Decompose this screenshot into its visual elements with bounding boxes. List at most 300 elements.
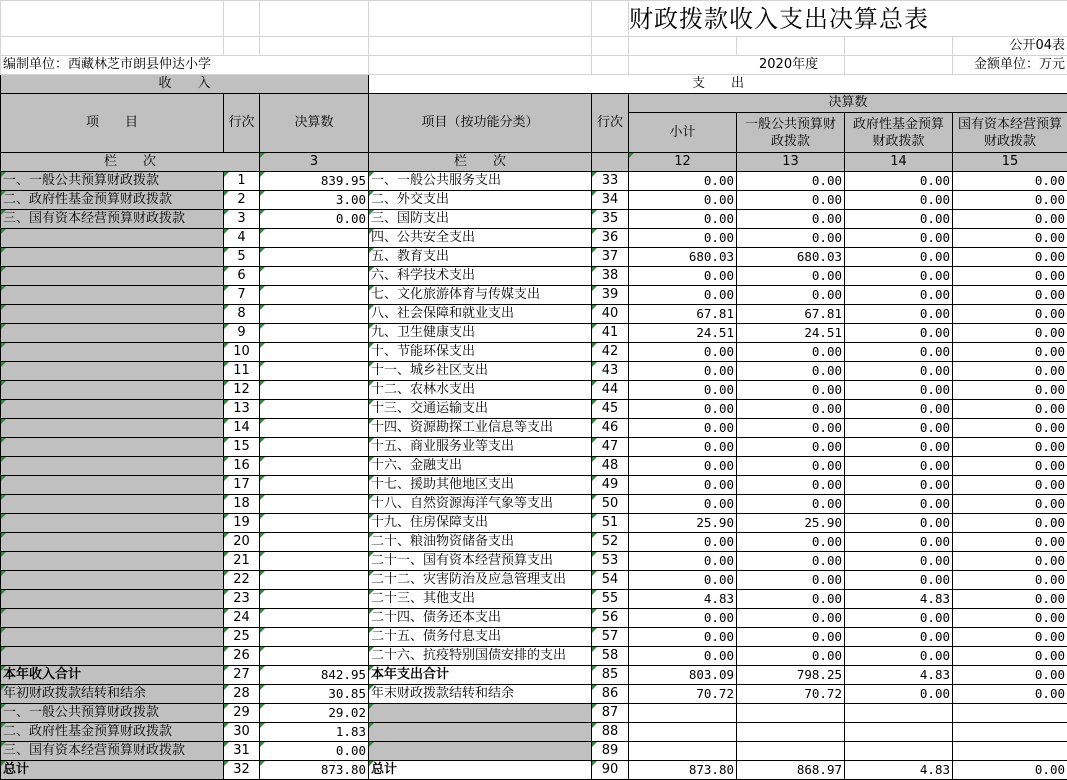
income-amount (260, 647, 369, 666)
income-item (1, 267, 224, 286)
col-15: 15 (953, 153, 1067, 172)
amount-c15: 0.00 (953, 476, 1067, 495)
amount-c13: 0.00 (737, 229, 845, 248)
expense-row-no: 87 (592, 704, 629, 723)
income-row-no: 28 (224, 685, 260, 704)
income-item (1, 381, 224, 400)
amount-c14: 0.00 (845, 552, 953, 571)
amount-c14: 0.00 (845, 476, 953, 495)
income-amount (260, 476, 369, 495)
amount-c15 (953, 723, 1067, 742)
amount-c14 (845, 723, 953, 742)
amount-c15: 0.00 (953, 191, 1067, 210)
expense-item: 年末财政拨款结转和结余 (369, 685, 592, 704)
income-amount: 1.83 (260, 723, 369, 742)
table-row (1, 533, 1067, 552)
expense-row-no: 89 (592, 742, 629, 761)
amount-c14: 0.00 (845, 571, 953, 590)
amount-c14: 0.00 (845, 685, 953, 704)
amount-c14: 0.00 (845, 381, 953, 400)
expense-item: 十一、城乡社区支出 (369, 362, 592, 381)
income-row-no: 13 (224, 400, 260, 419)
carry-detail-row (1, 742, 1067, 761)
amount-c15: 0.00 (953, 400, 1067, 419)
expense-item: 八、社会保障和就业支出 (369, 305, 592, 324)
income-amount (260, 248, 369, 267)
income-item (1, 305, 224, 324)
amount-c14: 0.00 (845, 305, 953, 324)
compiling-unit: 编制单位：西藏林芝市朗县仲达小学 (1, 56, 369, 75)
expense-item: 十五、商业服务业等支出 (369, 438, 592, 457)
income-header: 收 入 (1, 75, 369, 94)
amount-c13: 70.72 (737, 685, 845, 704)
expense-item: 二十一、国有资本经营预算支出 (369, 552, 592, 571)
expense-item: 二十五、债务付息支出 (369, 628, 592, 647)
income-amount: 0.00 (260, 210, 369, 229)
table-row (1, 248, 1067, 267)
table-row (1, 305, 1067, 324)
income-item (1, 419, 224, 438)
money-unit: 金额单位：万元 (953, 56, 1067, 75)
amount-c13 (737, 723, 845, 742)
income-amount (260, 628, 369, 647)
expense-row-no: 88 (592, 723, 629, 742)
expense-item: 六、科学技术支出 (369, 267, 592, 286)
expense-row-no: 56 (592, 609, 629, 628)
expense-item: 九、卫生健康支出 (369, 324, 592, 343)
expense-row-no: 35 (592, 210, 629, 229)
expense-item: 十二、农林水支出 (369, 381, 592, 400)
amount-c15: 0.00 (953, 286, 1067, 305)
expense-row-no: 52 (592, 533, 629, 552)
expense-item: 三、国防支出 (369, 210, 592, 229)
amount-c13: 0.00 (737, 191, 845, 210)
amount-c13: 0.00 (737, 457, 845, 476)
income-amount (260, 343, 369, 362)
income-row-no: 18 (224, 495, 260, 514)
expense-row-no-header: 行次 (592, 94, 629, 153)
income-item: 三、国有资本经营预算财政拨款 (1, 210, 224, 229)
amount-c13: 0.00 (737, 400, 845, 419)
amount-c12: 4.83 (629, 590, 737, 609)
income-item: 二、政府性基金预算财政拨款 (1, 191, 224, 210)
income-item (1, 514, 224, 533)
expense-header: 支 出 (369, 75, 1067, 94)
amount-c14: 0.00 (845, 419, 953, 438)
income-row-no: 5 (224, 248, 260, 267)
table-row (1, 609, 1067, 628)
amount-c15: 0.00 (953, 590, 1067, 609)
amount-c14 (845, 742, 953, 761)
amount-c14: 0.00 (845, 229, 953, 248)
amount-c15: 0.00 (953, 248, 1067, 267)
table-row (1, 172, 1067, 191)
amount-c12: 0.00 (629, 476, 737, 495)
expense-item (369, 704, 592, 723)
expense-row-no: 37 (592, 248, 629, 267)
income-item (1, 400, 224, 419)
income-amount (260, 286, 369, 305)
income-item (1, 324, 224, 343)
amount-c13: 25.90 (737, 514, 845, 533)
income-row-no-header: 行次 (224, 94, 260, 153)
amount-c13: 0.00 (737, 571, 845, 590)
income-row-no: 11 (224, 362, 260, 381)
gov-fund-header: 政府性基金预算财政拨款 (845, 113, 953, 153)
table-row (1, 362, 1067, 381)
expense-row-no: 36 (592, 229, 629, 248)
amount-c14: 4.83 (845, 666, 953, 685)
amount-c15: 0.00 (953, 647, 1067, 666)
expense-item: 总计 (369, 761, 592, 780)
expense-item: 十六、金融支出 (369, 457, 592, 476)
expense-item: 二十六、抗疫特别国债安排的支出 (369, 647, 592, 666)
amount-c13: 0.00 (737, 533, 845, 552)
income-row-no: 8 (224, 305, 260, 324)
expense-item: 二十、粮油物资储备支出 (369, 533, 592, 552)
amount-c14: 4.83 (845, 590, 953, 609)
amount-c15: 0.00 (953, 305, 1067, 324)
expense-item: 十八、自然资源海洋气象等支出 (369, 495, 592, 514)
income-row-no: 16 (224, 457, 260, 476)
income-row-no: 26 (224, 647, 260, 666)
table-row (1, 381, 1067, 400)
expense-item: 十九、住房保障支出 (369, 514, 592, 533)
income-row-no: 27 (224, 666, 260, 685)
amount-c14: 0.00 (845, 628, 953, 647)
amount-c15: 0.00 (953, 552, 1067, 571)
general-budget-header: 一般公共预算财政拨款 (737, 113, 845, 153)
amount-c12: 0.00 (629, 362, 737, 381)
table-row (1, 476, 1067, 495)
amount-c12: 0.00 (629, 571, 737, 590)
amount-c14: 0.00 (845, 267, 953, 286)
income-amount (260, 324, 369, 343)
table-row (1, 628, 1067, 647)
expense-row-no: 51 (592, 514, 629, 533)
form-code: 公开04表 (953, 37, 1067, 56)
amount-c15: 0.00 (953, 685, 1067, 704)
amount-c13: 0.00 (737, 362, 845, 381)
income-row-no: 14 (224, 419, 260, 438)
amount-c13: 0.00 (737, 438, 845, 457)
income-row-no: 7 (224, 286, 260, 305)
income-amount (260, 400, 369, 419)
income-row-no: 2 (224, 191, 260, 210)
amount-c15: 0.00 (953, 609, 1067, 628)
table-row (1, 590, 1067, 609)
table-row (1, 438, 1067, 457)
income-row-no: 10 (224, 343, 260, 362)
expense-row-no: 47 (592, 438, 629, 457)
income-item (1, 362, 224, 381)
amount-c12: 0.00 (629, 286, 737, 305)
expense-item (369, 742, 592, 761)
expense-item: 二、外交支出 (369, 191, 592, 210)
amount-c15: 0.00 (953, 495, 1067, 514)
expense-item: 五、教育支出 (369, 248, 592, 267)
amount-c12: 0.00 (629, 552, 737, 571)
expense-item: 二十三、其他支出 (369, 590, 592, 609)
expense-row-no: 43 (592, 362, 629, 381)
expense-row-no: 46 (592, 419, 629, 438)
amount-c14: 0.00 (845, 514, 953, 533)
expense-row-no: 44 (592, 381, 629, 400)
expense-row-no: 33 (592, 172, 629, 191)
amount-c12: 70.72 (629, 685, 737, 704)
expense-row-no: 90 (592, 761, 629, 780)
expense-row-no: 48 (592, 457, 629, 476)
amount-c14: 0.00 (845, 248, 953, 267)
amount-c15: 0.00 (953, 229, 1067, 248)
expense-row-no: 40 (592, 305, 629, 324)
amount-c12: 0.00 (629, 438, 737, 457)
income-col-label: 栏 次 (1, 153, 260, 172)
amount-c15: 0.00 (953, 533, 1067, 552)
expense-item-header: 项目（按功能分类） (369, 94, 592, 153)
totals-row (1, 666, 1067, 685)
table-row (1, 571, 1067, 590)
income-row-no: 19 (224, 514, 260, 533)
income-amount (260, 514, 369, 533)
income-amount (260, 438, 369, 457)
table-row (1, 210, 1067, 229)
carry-row (1, 685, 1067, 704)
income-amount (260, 590, 369, 609)
income-amount (260, 609, 369, 628)
amount-c12: 25.90 (629, 514, 737, 533)
income-col-3: 3 (260, 153, 369, 172)
income-row-no: 22 (224, 571, 260, 590)
income-item: 二、政府性基金预算财政拨款 (1, 723, 224, 742)
amount-c12: 0.00 (629, 267, 737, 286)
expense-item: 一、一般公共服务支出 (369, 172, 592, 191)
amount-c14: 0.00 (845, 191, 953, 210)
amount-c13: 67.81 (737, 305, 845, 324)
amount-c13: 24.51 (737, 324, 845, 343)
income-amount: 29.02 (260, 704, 369, 723)
income-item (1, 476, 224, 495)
amount-c14: 0.00 (845, 609, 953, 628)
col-14: 14 (845, 153, 953, 172)
amount-c12: 680.03 (629, 248, 737, 267)
expense-item: 二十二、灾害防治及应急管理支出 (369, 571, 592, 590)
amount-c13: 0.00 (737, 419, 845, 438)
table-row (1, 229, 1067, 248)
amount-c14: 0.00 (845, 324, 953, 343)
income-item (1, 229, 224, 248)
expense-item: 二十四、债务还本支出 (369, 609, 592, 628)
income-item-header: 项 目 (1, 94, 224, 153)
expense-row-no: 49 (592, 476, 629, 495)
expense-item: 本年支出合计 (369, 666, 592, 685)
expense-row-no: 86 (592, 685, 629, 704)
amount-c13 (737, 742, 845, 761)
income-item (1, 495, 224, 514)
amount-c14: 0.00 (845, 457, 953, 476)
amount-c14: 0.00 (845, 343, 953, 362)
amount-c14: 4.83 (845, 761, 953, 780)
expense-row-no: 50 (592, 495, 629, 514)
expense-item: 十七、援助其他地区支出 (369, 476, 592, 495)
carry-detail-row (1, 704, 1067, 723)
income-amount (260, 571, 369, 590)
income-amount (260, 552, 369, 571)
income-item: 三、国有资本经营预算财政拨款 (1, 742, 224, 761)
expense-row-no: 85 (592, 666, 629, 685)
amount-c12: 0.00 (629, 343, 737, 362)
amount-c14 (845, 704, 953, 723)
amount-c12: 0.00 (629, 381, 737, 400)
income-row-no: 15 (224, 438, 260, 457)
amount-c15: 0.00 (953, 761, 1067, 780)
table-row (1, 457, 1067, 476)
income-item (1, 571, 224, 590)
income-item (1, 552, 224, 571)
amount-c12 (629, 723, 737, 742)
income-amount: 842.95 (260, 666, 369, 685)
amount-c14: 0.00 (845, 286, 953, 305)
income-item: 年初财政拨款结转和结余 (1, 685, 224, 704)
table-row (1, 647, 1067, 666)
income-row-no: 32 (224, 761, 260, 780)
carry-detail-row (1, 723, 1067, 742)
income-amount (260, 533, 369, 552)
expense-item: 四、公共安全支出 (369, 229, 592, 248)
amount-c15: 0.00 (953, 457, 1067, 476)
amount-c12: 0.00 (629, 210, 737, 229)
amount-c13: 0.00 (737, 267, 845, 286)
amount-c12: 0.00 (629, 419, 737, 438)
income-row-no: 30 (224, 723, 260, 742)
table-row (1, 343, 1067, 362)
amount-c15: 0.00 (953, 324, 1067, 343)
income-row-no: 12 (224, 381, 260, 400)
amount-c15: 0.00 (953, 571, 1067, 590)
income-item (1, 343, 224, 362)
grand-total-row (1, 761, 1067, 780)
fiscal-year: 2020年度 (629, 56, 845, 75)
amount-c13: 0.00 (737, 381, 845, 400)
income-amount (260, 419, 369, 438)
expense-row-no: 41 (592, 324, 629, 343)
income-amount (260, 381, 369, 400)
income-row-no: 4 (224, 229, 260, 248)
income-item (1, 533, 224, 552)
income-row-no: 29 (224, 704, 260, 723)
income-item: 本年收入合计 (1, 666, 224, 685)
amount-c14: 0.00 (845, 210, 953, 229)
amount-c13: 0.00 (737, 172, 845, 191)
income-item (1, 628, 224, 647)
expense-row-no: 39 (592, 286, 629, 305)
expense-row-no: 42 (592, 343, 629, 362)
expense-item: 七、文化旅游体育与传媒支出 (369, 286, 592, 305)
expense-row-no: 38 (592, 267, 629, 286)
amount-c13: 0.00 (737, 609, 845, 628)
income-amount (260, 305, 369, 324)
income-amount: 873.80 (260, 761, 369, 780)
income-row-no: 20 (224, 533, 260, 552)
expense-item (369, 723, 592, 742)
col-12: 12 (629, 153, 737, 172)
amount-c15: 0.00 (953, 172, 1067, 191)
amount-c14: 0.00 (845, 362, 953, 381)
income-item: 一、一般公共预算财政拨款 (1, 172, 224, 191)
table-row (1, 514, 1067, 533)
amount-c12: 0.00 (629, 457, 737, 476)
amount-c15: 0.00 (953, 343, 1067, 362)
amount-c12: 0.00 (629, 647, 737, 666)
amount-c12: 67.81 (629, 305, 737, 324)
expense-item: 十三、交通运输支出 (369, 400, 592, 419)
col-13: 13 (737, 153, 845, 172)
amount-c13: 680.03 (737, 248, 845, 267)
amount-c12: 0.00 (629, 172, 737, 191)
subtotal-header: 小计 (629, 113, 737, 153)
income-amount (260, 229, 369, 248)
amount-c13: 0.00 (737, 647, 845, 666)
income-amount (260, 267, 369, 286)
amount-c12: 0.00 (629, 229, 737, 248)
expense-row-no: 55 (592, 590, 629, 609)
amount-c15: 0.00 (953, 381, 1067, 400)
income-row-no: 9 (224, 324, 260, 343)
amount-c14: 0.00 (845, 400, 953, 419)
income-item (1, 590, 224, 609)
amount-c12: 803.09 (629, 666, 737, 685)
expense-row-no: 53 (592, 552, 629, 571)
income-item (1, 647, 224, 666)
income-amount (260, 362, 369, 381)
table-row (1, 552, 1067, 571)
income-row-no: 21 (224, 552, 260, 571)
income-item (1, 609, 224, 628)
income-row-no: 31 (224, 742, 260, 761)
amount-c13: 0.00 (737, 286, 845, 305)
income-row-no: 23 (224, 590, 260, 609)
state-capital-header: 国有资本经营预算财政拨款 (953, 113, 1067, 153)
amount-c13 (737, 704, 845, 723)
income-row-no: 17 (224, 476, 260, 495)
expense-row-no: 58 (592, 647, 629, 666)
table-row (1, 324, 1067, 343)
amount-c15: 0.00 (953, 438, 1067, 457)
amount-c13: 0.00 (737, 210, 845, 229)
amount-c15 (953, 704, 1067, 723)
amount-c12: 24.51 (629, 324, 737, 343)
amount-c14: 0.00 (845, 647, 953, 666)
table-row (1, 267, 1067, 286)
income-amount: 3.00 (260, 191, 369, 210)
amount-c12: 0.00 (629, 400, 737, 419)
amount-c13: 0.00 (737, 590, 845, 609)
amount-c12: 0.00 (629, 495, 737, 514)
amount-c12: 0.00 (629, 191, 737, 210)
income-amount: 0.00 (260, 742, 369, 761)
table-row (1, 286, 1067, 305)
amount-c14: 0.00 (845, 172, 953, 191)
report-title: 财政拨款收入支出决算总表 (629, 1, 1067, 37)
amount-c12 (629, 704, 737, 723)
expense-row-no: 54 (592, 571, 629, 590)
amount-c15: 0.00 (953, 267, 1067, 286)
amount-c12: 873.80 (629, 761, 737, 780)
amount-c14: 0.00 (845, 533, 953, 552)
amount-c15 (953, 742, 1067, 761)
income-item (1, 438, 224, 457)
amount-c12: 0.00 (629, 533, 737, 552)
